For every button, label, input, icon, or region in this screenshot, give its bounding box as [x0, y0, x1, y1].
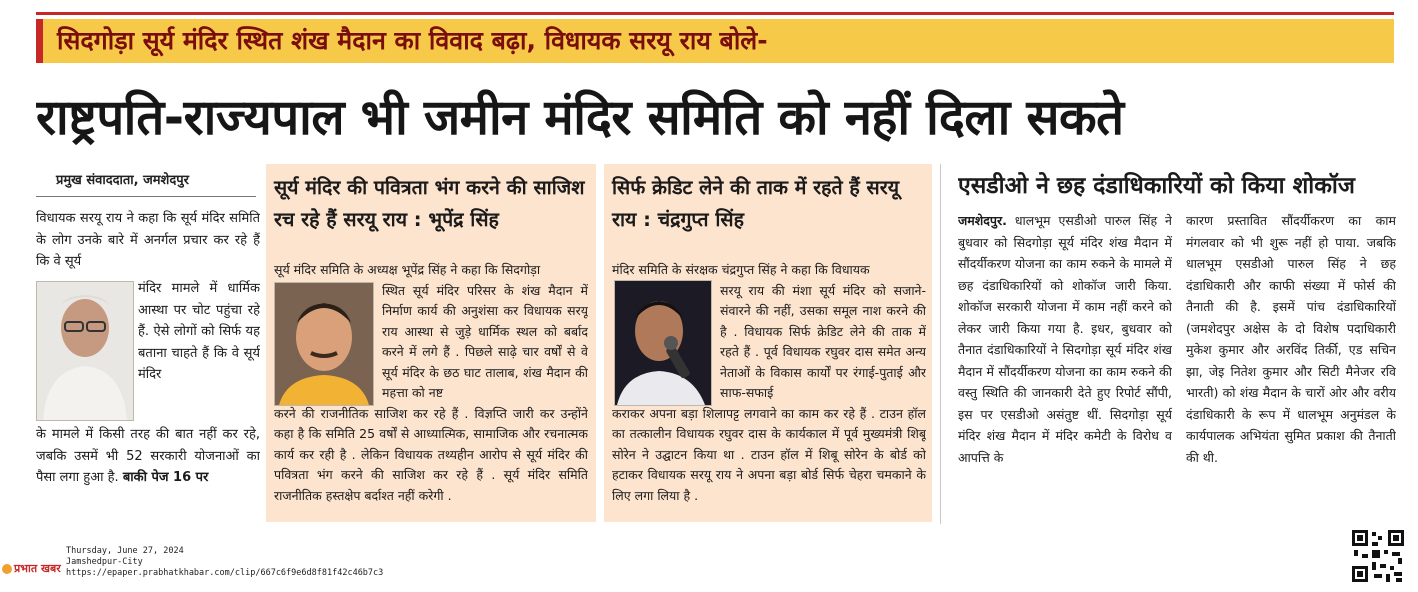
- panel-b-title: सिर्फ क्रेडिट लेने की ताक में रहते हैं सरयू राय : चंद्रगुप्त सिंह: [612, 176, 900, 231]
- byline: प्रमुख संवाददाता, जमशेदपुर: [56, 173, 189, 188]
- lead-tail: [36, 424, 260, 489]
- byline-rule: [36, 196, 256, 197]
- panel-a-title: सूर्य मंदिर की पवित्रता भंग करने की साजिश रच रहे हैं सरयू राय : भूपेंद्र सिंह: [274, 176, 585, 231]
- panel-a-wrap: स्थित सूर्य मंदिर परिसर के शंख मैदान में निर्माण कार्य की अनुशंसा कर विधायक सरयू राय आस्था से जुड़े धार्मिक स्थल को बर्बाद करने में लगे हैं . पिछले साढ़े चार वर्षों से वे सूर्य मंदिर के छठ घाट तालाब, शंख मैदान की महत्ता को नष्ट: [382, 282, 588, 400]
- clip-url[interactable]: https://epaper.prabhatkhabar.com/clip/667c6f9e6d8f81f42c46b7c3: [66, 568, 384, 578]
- side-story-title: एसडीओ ने छह दंडाधिकारियों को किया शोकॉज: [958, 173, 1355, 199]
- qr-code-icon[interactable]: [1350, 528, 1406, 584]
- top-rule: [36, 12, 1394, 15]
- panel-a-rest: करने की राजनीतिक साजिश कर रहे हैं . विज्ञप्ति जारी कर उन्होंने कहा है कि समिति 25 वर्षों से आध्यात्मिक, सामाजिक और रचनात्मक कार्य कर रही है . लेकिन विधायक तथ्यहीन आरोप से सूर्य मंदिर की पवित्रता भंग करने की साजिश कर रहे हैं . सूर्य मंदिर समिति राजनीतिक हस्तक्षेप बर्दाश्त नहीं करेगी .: [274, 405, 588, 503]
- panel-b-rest: कराकर अपना बड़ा शिलापट्ट लगवाने का काम कर रहे हैं . टाउन हॉल का तत्कालीन विधायक रघुवर दास के कार्यकाल में पूर्व मुख्यमंत्री शिबू सोरेन ने उद्घाटन किया था . टाउन हॉल में शिबू सोरेन के बोर्ड को हटाकर विधायक सरयू राय ने अपना बड़ा बोर्ड सिर्फ चेहरा चमकाने के लिए लगा लिया है .: [612, 405, 926, 503]
- lead-wrap-text: मंदिर मामले में धार्मिक आस्था पर चोट पहुंचा रहे हैं. ऐसे लोगों को सिर्फ यह बताना चाहते हैं कि वे सूर्य मंदिर: [138, 281, 260, 382]
- clip-metadata: [66, 546, 486, 579]
- panel-a-lead: सूर्य मंदिर समिति के अध्यक्ष भूपेंद्र सिंह ने कहा कि सिदगोड़ा: [274, 262, 541, 277]
- publication-date: Thursday, June 27, 2024: [66, 546, 184, 556]
- saryu-rai-photo: [36, 281, 134, 421]
- panel-b-wrap: सरयू राय की मंशा सूर्य मंदिर को सजाने-संवारने की नहीं, उसका समूल नाश करने की है . विधायक सिर्फ क्रेडिट लेने की ताक में रहते हैं . पूर्व विधायक रघुवर दास समेत अन्य नेताओं के विकास कार्यों पर रंगाई-पुताई और साफ-सफाई: [720, 282, 926, 400]
- side-story-column-2: कारण प्रस्तावित सौंदर्यीकरण का काम मंगलवार को भी शुरू नहीं हो पाया. जबकि धालभूम एसडीओ पारुल सिंह ने छह दंडाधिकारी और काफी संख्या में फोर्स की तैनाती की है. इसमें पांच दंडाधिकारियों (जमशेदपुर अक्षेस के दो विशेष पदाधिकारी मुकेश कुमार और अरविंद तिर्की, एड सचिन झा, जेइ नितेश कुमार और सिटी मैनेजर रवि भारती) को शंख मैदान के चारों ओर और वरीय दंडाधिकारी के रूप में धालभूम अनुमंडल के कार्यपालक अभियंता सुमित प्रकाश की तैनाती की थी.: [1186, 213, 1396, 465]
- chandragupt-singh-photo: [614, 280, 712, 406]
- column-separator: [940, 164, 941, 524]
- side-story-col1-text: धालभूम एसडीओ पारुल सिंह ने बुधवार को सिदगोड़ा सूर्य मंदिर शंख मैदान में सौंदर्यीकरण योजना का काम रुकने के मामले में छह दंडाधिकारियों को शोकॉज जारी किया. शोकॉज सरकारी योजना में काम नहीं करने को लेकर जारी किया गया है. इधर, बुधवार को तैनात दंडाधिकारियों ने सिदगोड़ा सूर्य मंदिर शंख मैदान में सौंदर्यीकरण योजना का काम रुकने की वस्तु स्थिति की जानकारी देते हुए रिपोर्ट सौंपी, इस पर एसडीओ असंतुष्ट थीं. सिदगोड़ा सूर्य मंदिर शंख मैदान में मंदिर कमेटी के विरोध व आपत्ति के: [958, 213, 1172, 465]
- panel-b-lead: मंदिर समिति के संरक्षक चंद्रगुप्त सिंह ने कहा कि विधायक: [612, 262, 870, 277]
- side-story-column-1: [958, 210, 1172, 522]
- page-jump-link[interactable]: बाकी पेज 16 पर: [122, 470, 209, 485]
- edition-name: Jamshedpur-City: [66, 557, 143, 567]
- sun-logo-icon: [2, 564, 12, 574]
- bhupendra-singh-photo: [274, 282, 374, 406]
- kicker-strap: सिदगोड़ा सूर्य मंदिर स्थित शंख मैदान का विवाद बढ़ा, विधायक सरयू राय बोले-: [36, 19, 1394, 63]
- logo-text: प्रभात खबर: [14, 562, 61, 575]
- lead-tail-text: के मामले में किसी तरह की बात नहीं कर रहे, जबकि उसमें भी 52 सरकारी योजनाओं का पैसा लगा हुआ है.: [36, 427, 260, 485]
- prabhat-khabar-logo: [2, 556, 64, 582]
- dateline: जमशेदपुर.: [958, 213, 1007, 228]
- lead-intro: विधायक सरयू राय ने कहा कि सूर्य मंदिर समिति के लोग उनके बारे में अनर्गल प्रचार कर रहे हैं कि वे सूर्य: [36, 211, 260, 269]
- main-headline: राष्ट्रपति-राज्यपाल भी जमीन मंदिर समिति को नहीं दिला सकते: [36, 89, 1124, 146]
